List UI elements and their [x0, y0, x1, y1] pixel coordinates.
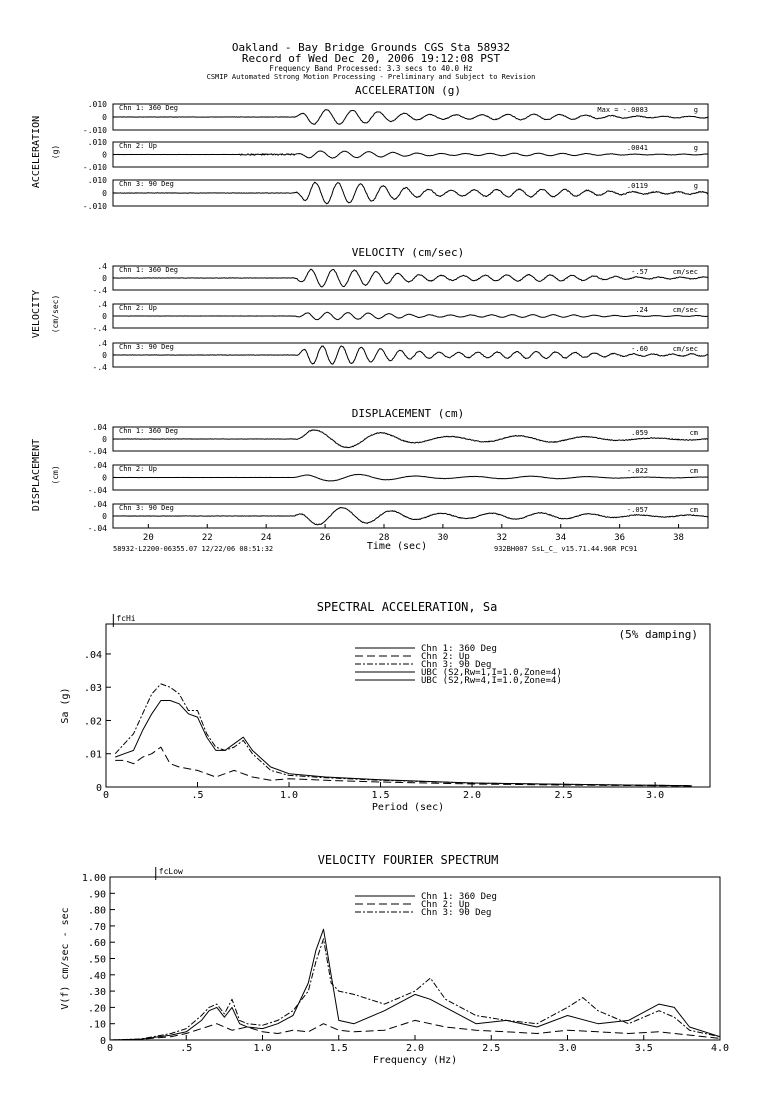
y-tick-label: -.4 — [92, 324, 107, 333]
peak-unit-label: cm — [689, 506, 698, 514]
legend-entry: Chn 2: Up — [421, 652, 470, 662]
time-tick-label: 24 — [260, 533, 272, 543]
spectrum-series — [115, 684, 692, 786]
time-series-panel — [88, 423, 708, 456]
y-tick-label: .010 — [87, 138, 107, 147]
y-tick-label: 0 — [102, 189, 107, 198]
channel-label: Chn 2: Up — [119, 142, 157, 150]
y-tick-label: -.04 — [87, 486, 107, 495]
time-series-panel — [93, 300, 708, 333]
y-tick-label: 0 — [102, 150, 107, 160]
velocity-title: VELOCITY (cm/sec) — [351, 246, 465, 259]
waveform-trace — [113, 151, 708, 158]
spectrum-series — [110, 939, 720, 1040]
x-tick-label: .5 — [191, 790, 204, 801]
y-tick-label: .90 — [87, 889, 106, 901]
spectrum-series — [110, 929, 720, 1040]
waveform-trace — [113, 269, 708, 287]
header-station: Oakland - Bay Bridge Grounds CGS Sta 58932 — [231, 41, 511, 54]
y-tick-label: .40 — [87, 970, 106, 982]
time-series-panel — [88, 461, 708, 495]
sa-title: SPECTRAL ACCELERATION, Sa — [316, 600, 498, 614]
y-tick-label: .4 — [97, 339, 107, 348]
y-tick-label: .20 — [87, 1003, 106, 1015]
channel-label: Chn 3: 90 Deg — [119, 504, 174, 512]
x-tick-label: 0 — [106, 1043, 114, 1054]
y-tick-label: .4 — [97, 300, 107, 309]
y-tick-label: 0 — [102, 274, 107, 283]
y-tick-label: -.4 — [92, 363, 107, 372]
y-tick-label: -.04 — [87, 447, 107, 456]
x-tick-label: 4.0 — [710, 1043, 730, 1054]
waveform-trace — [113, 474, 708, 481]
channel-label: Chn 1: 360 Deg — [119, 427, 179, 435]
acceleration-yunit: (g) — [51, 144, 60, 160]
y-tick-label: 0 — [99, 1036, 106, 1047]
channel-label: Chn 1: 360 Deg — [119, 104, 179, 112]
time-series-panel — [83, 176, 708, 211]
waveform-trace — [113, 182, 708, 204]
y-tick-label: .10 — [87, 1019, 106, 1031]
y-tick-label: .04 — [83, 649, 102, 661]
y-tick-label: 0 — [102, 435, 107, 444]
y-tick-label: 0 — [102, 113, 107, 122]
x-tick-label: 2.0 — [405, 1043, 425, 1054]
acceleration-ylabel: ACCELERATION — [31, 115, 42, 189]
y-tick-label: .30 — [87, 987, 106, 999]
x-tick-label: 2.5 — [482, 1043, 501, 1054]
waveform-trace — [113, 508, 708, 525]
time-series-panel — [83, 138, 708, 172]
y-tick-label: .04 — [92, 500, 107, 509]
spectral-acceleration-chart — [60, 614, 710, 813]
y-tick-label: .80 — [87, 905, 106, 917]
footer-version: 932BH007 SsL_C_ v15.71.44.96R PC91 — [494, 545, 638, 553]
x-tick-label: 1.5 — [329, 1043, 348, 1054]
time-tick-label: 28 — [378, 533, 390, 543]
time-tick-label: 30 — [437, 533, 449, 543]
time-series-panel — [83, 100, 708, 135]
legend-entry: Chn 3: 90 Deg — [421, 660, 492, 670]
time-tick-label: 34 — [555, 533, 567, 543]
y-tick-label: .04 — [92, 461, 107, 470]
corner-frequency-label: fcLow — [158, 867, 183, 876]
time-tick-label: 26 — [319, 533, 331, 543]
fourier-spectrum-chart — [60, 867, 729, 1066]
peak-value-label: .24 — [635, 306, 648, 314]
x-axis-label: Period (sec) — [371, 802, 445, 813]
y-tick-label: 0 — [102, 351, 107, 360]
time-tick-label: 20 — [142, 533, 154, 543]
legend-entry: Chn 1: 360 Deg — [421, 644, 497, 654]
velocity-yunit: (cm/sec) — [51, 294, 60, 334]
y-tick-label: .50 — [87, 954, 106, 966]
y-tick-label: -.010 — [82, 126, 107, 135]
y-tick-label: .02 — [83, 716, 102, 728]
y-tick-label: .010 — [87, 176, 107, 185]
time-tick-label: 36 — [614, 533, 626, 543]
x-tick-label: .5 — [180, 1043, 193, 1054]
channel-label: Chn 2: Up — [119, 465, 157, 473]
time-tick-label: 22 — [201, 533, 213, 543]
legend-entry: Chn 2: Up — [421, 900, 470, 910]
footer-file-id: 58932-L2200-06355.07 12/22/06 08:51:32 — [113, 545, 274, 553]
x-tick-label: 1.5 — [371, 790, 390, 801]
channel-label: Chn 3: 90 Deg — [119, 343, 174, 351]
fourier-title: VELOCITY FOURIER SPECTRUM — [317, 853, 499, 867]
y-tick-label: 0 — [102, 512, 107, 521]
peak-unit-label: g — [693, 144, 698, 152]
acceleration-title: ACCELERATION (g) — [355, 84, 461, 97]
peak-unit-label: cm/sec — [672, 345, 698, 353]
y-tick-label: 0 — [95, 783, 102, 794]
peak-unit-label: cm — [689, 467, 698, 475]
channel-label: Chn 2: Up — [119, 304, 157, 312]
y-tick-label: .70 — [87, 921, 106, 933]
displacement-ylabel: DISPLACEMENT — [31, 438, 42, 512]
waveform-trace — [113, 430, 708, 448]
header-frequency-band: Frequency Band Processed: 3.3 secs to 40.0 Hz — [269, 64, 473, 73]
x-tick-label: 2.5 — [554, 790, 573, 801]
x-tick-label: 3.5 — [634, 1043, 653, 1054]
y-tick-label: .04 — [92, 423, 107, 432]
y-tick-label: -.010 — [82, 163, 107, 172]
peak-unit-label: cm — [689, 429, 698, 437]
peak-value-label: -.022 — [626, 467, 648, 475]
peak-value-label: .0119 — [626, 182, 648, 190]
x-tick-label: 0 — [102, 790, 110, 801]
x-tick-label: 1.0 — [279, 790, 299, 801]
peak-value-label: Max = -.0083 — [597, 106, 648, 114]
y-tick-label: 0 — [102, 312, 107, 321]
y-tick-label: .01 — [83, 749, 102, 761]
time-tick-label: 38 — [673, 533, 684, 543]
spectrum-series — [115, 701, 692, 786]
x-tick-label: 2.0 — [463, 790, 482, 801]
peak-unit-label: cm/sec — [672, 268, 698, 276]
y-tick-label: .03 — [83, 683, 102, 695]
y-tick-label: -.010 — [82, 202, 107, 211]
y-tick-label: -.04 — [87, 524, 107, 533]
y-tick-label: .010 — [87, 100, 107, 109]
header-processing-note: CSMIP Automated Strong Motion Processing - Preliminary and Subject to Revision — [206, 73, 536, 81]
time-series-panels — [83, 100, 708, 533]
y-axis-label: V(f) cm/sec - sec — [60, 907, 71, 1010]
y-tick-label: 0 — [102, 473, 107, 483]
legend-entry: Chn 3: 90 Deg — [421, 908, 492, 918]
displacement-yunit: (cm) — [51, 465, 60, 485]
legend-entry: UBC (S2,Rw=4,I=1.0,Zone=4) — [421, 676, 562, 686]
channel-label: Chn 1: 360 Deg — [119, 266, 179, 274]
time-axis-label: Time (sec) — [366, 541, 428, 552]
x-tick-label: 3.0 — [558, 1043, 577, 1054]
y-tick-label: .4 — [97, 262, 107, 271]
damping-annotation: (5% damping) — [618, 628, 698, 641]
channel-label: Chn 3: 90 Deg — [119, 180, 174, 188]
y-tick-label: -.4 — [92, 286, 107, 295]
y-axis-label: Sa (g) — [60, 687, 71, 724]
time-series-panel — [93, 262, 708, 295]
waveform-trace — [113, 312, 708, 319]
time-series-panel — [88, 500, 708, 533]
peak-value-label: -.57 — [631, 268, 648, 276]
peak-value-label: .0041 — [626, 144, 648, 152]
peak-unit-label: g — [693, 182, 698, 190]
waveform-trace — [113, 346, 708, 364]
time-tick-label: 32 — [496, 533, 508, 543]
corner-frequency-label: fcHi — [116, 614, 136, 623]
y-tick-label: .60 — [87, 938, 106, 950]
legend-entry: Chn 1: 360 Deg — [421, 892, 497, 902]
x-tick-label: 3.0 — [646, 790, 665, 801]
legend-entry: UBC (S2,Rw=1,I=1.0,Zone=4) — [421, 668, 562, 678]
x-tick-label: 1.0 — [253, 1043, 272, 1054]
y-tick-label: 1.00 — [81, 873, 106, 884]
peak-value-label: .059 — [631, 429, 648, 437]
peak-value-label: -.057 — [626, 506, 648, 514]
peak-unit-label: cm/sec — [672, 306, 698, 314]
peak-unit-label: g — [693, 106, 698, 114]
velocity-ylabel: VELOCITY — [31, 289, 42, 339]
peak-value-label: -.60 — [631, 345, 648, 353]
time-series-panel — [93, 339, 708, 372]
header-record-date: Record of Wed Dec 20, 2006 19:12:08 PST — [241, 52, 501, 65]
displacement-title: DISPLACEMENT (cm) — [351, 407, 465, 420]
x-axis-label: Frequency (Hz) — [372, 1055, 458, 1066]
